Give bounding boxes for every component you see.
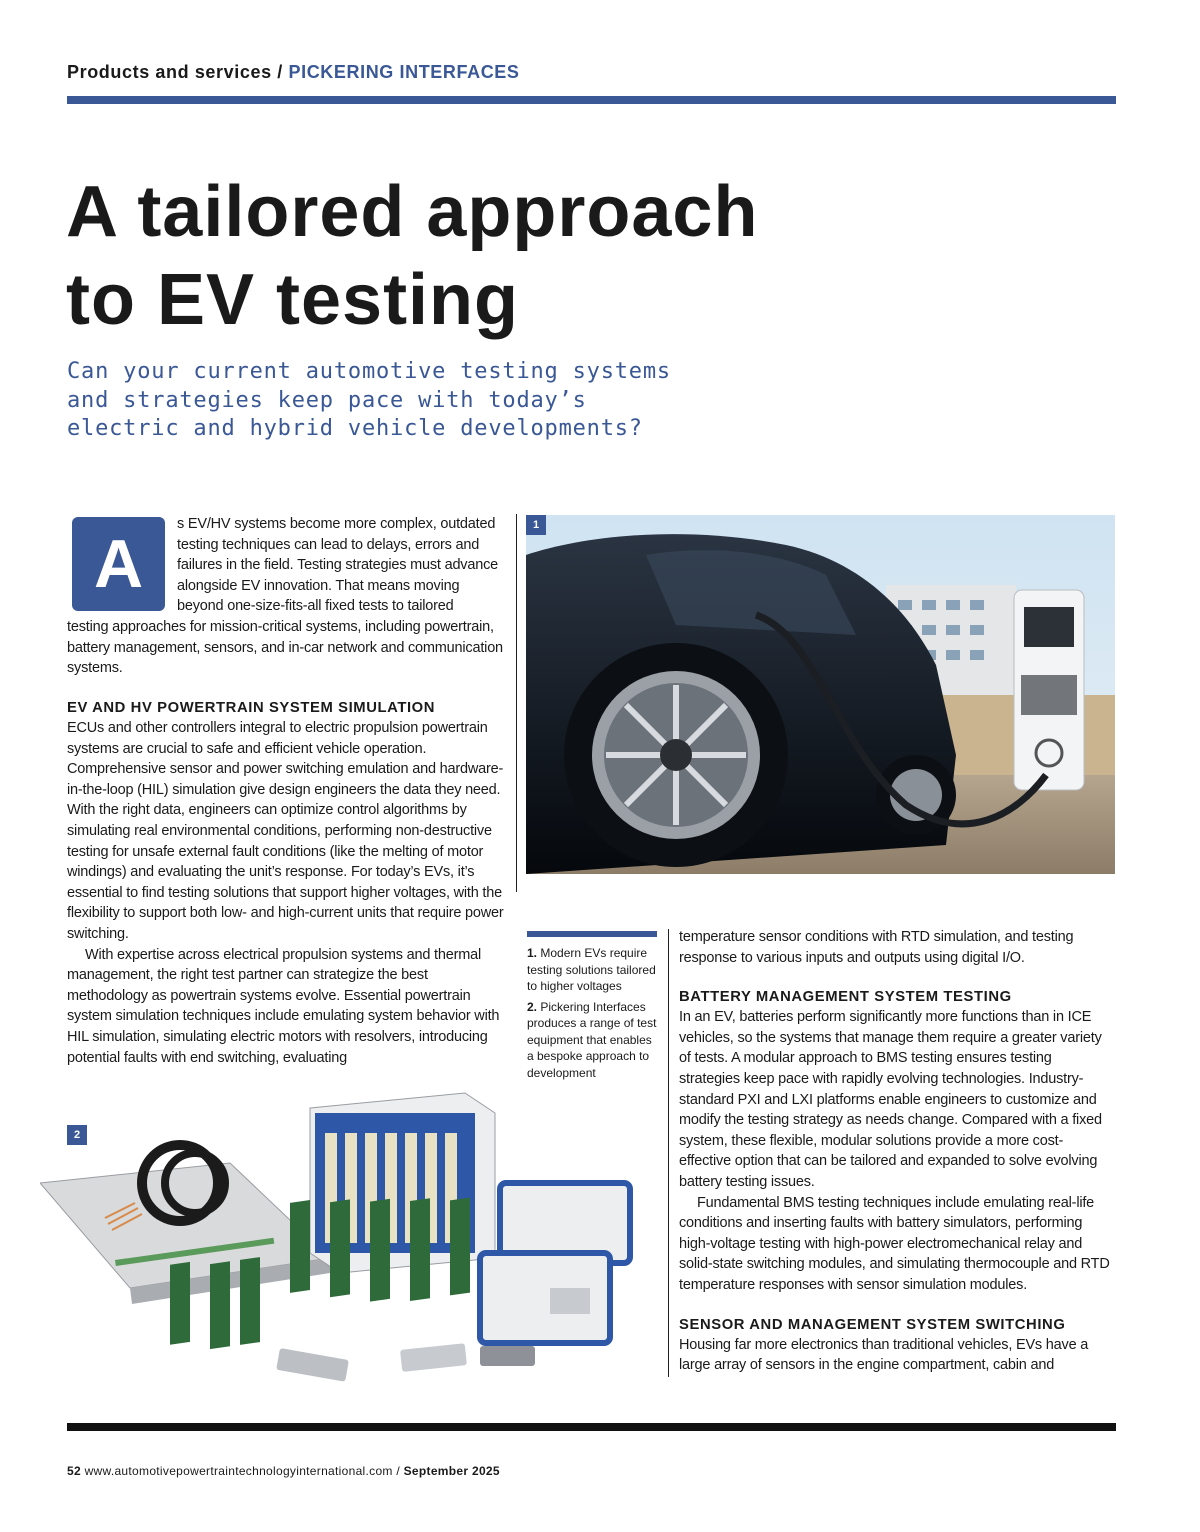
- footer-date: September 2025: [403, 1464, 500, 1478]
- standfirst: Can your current automotive testing systems and strategies keep pace with today’s electric and hybrid vehicle developments?: [67, 359, 671, 441]
- figure-1-badge: 1: [526, 515, 546, 535]
- footer-url: www.automotivepowertraintechnologyinternational.com /: [84, 1464, 400, 1478]
- company-label: PICKERING INTERFACES: [288, 62, 520, 82]
- powertrain-paragraph-1: ECUs and other controllers integral to electric propulsion powertrain systems are crucial to safe and efficient vehicle operation. Comprehensive sensor and power switching emulation and hardware-in-the-loop (HIL) simulation give design engineers the data they need. With the right data, engineers can optimize control algorithms by simulating real environmental conditions, performing non-destructive testing for unsafe external fault conditions (like the melting of motor windings) and evaluating the unit’s response. For today’s EVs, it’s essential to find testing solutions that support higher voltages, with the flexibility to support both low- and high-current units that require power switching.: [67, 720, 504, 942]
- battery-paragraph-2: Fundamental BMS testing techniques include emulating real-life conditions and inserting faults with battery simulators, performing high-voltage testing with high-power electromechanical relay and solid-state switching modules, and simulating thermocouple and RTD temperature responses with sensor simulation modules.: [679, 1194, 1110, 1293]
- top-rule: [67, 96, 1116, 104]
- caption-2-text: Pickering Interfaces produces a range of test equipment that enables a bespoke approach to development: [527, 999, 657, 1080]
- intro-lead-text: s EV/HV systems become more complex, outdated testing techniques can lead to delays, errors and failures in the field. Testing strategies must advance alongside EV innovation. That means moving beyond one-size-fits-all fixed tests to tailored: [177, 516, 499, 615]
- headline-line-2: to EV testing: [66, 260, 520, 340]
- page-footer: [67, 1464, 500, 1478]
- headline: [66, 168, 966, 344]
- caption-1-number: 1.: [527, 946, 538, 960]
- figure-2-badge: 2: [67, 1125, 87, 1145]
- right-column: [679, 927, 1115, 1376]
- powertrain-heading: EV AND HV POWERTRAIN SYSTEM SIMULATION: [67, 700, 436, 716]
- sensor-heading: SENSOR AND MANAGEMENT SYSTEM SWITCHING: [679, 1316, 1066, 1333]
- powertrain-paragraph-2: With expertise across electrical propulsion systems and thermal management, the right test partner can strategize the best methodology as powertrain systems evolve. Essential powertrain system simulation techniques include emulating system behavior with HIL simulation, simulating electric motors with resolvers, introducing potential faults with end switching, evaluating: [67, 946, 500, 1066]
- sensor-paragraph-1: Housing far more electronics than traditional vehicles, EVs have a large array of sensors in the engine compartment, cabin and: [679, 1336, 1089, 1374]
- section-header: [67, 62, 520, 83]
- intro-lead: [177, 514, 507, 617]
- test-equipment-photo: [40, 1088, 662, 1398]
- caption-1-text: Modern EVs require testing solutions tailored to higher voltages: [527, 946, 656, 993]
- battery-paragraph-1: In an EV, batteries perform significantly more functions than in ICE vehicles, so the systems that manage them require a greater variety of tests. A modular approach to BMS testing ensures testing strategies keep pace with rapidly evolving technologies. Industry-standard PXI and LXI platforms enable engineers to customize and modify the testing strategy as needs change. Compared with a fixed system, these flexible, modular solutions provide a more cost-effective option that can be tailored and expanded to solve evolving battery testing issues.: [679, 1009, 1102, 1190]
- caption-1: [527, 945, 661, 995]
- headline-line-1: A tailored approach: [66, 172, 759, 252]
- bottom-rule: [67, 1423, 1116, 1431]
- drop-cap: A: [72, 517, 165, 611]
- test-equipment-illustration: [40, 1088, 662, 1398]
- section-label: Products and services /: [67, 62, 283, 82]
- column-divider: [516, 514, 517, 892]
- intro-continuation-text: testing approaches for mission-critical systems, including powertrain, battery management, sensors, and in-car network and communication systems.: [67, 619, 503, 677]
- caption-rule: [527, 931, 657, 937]
- battery-heading: BATTERY MANAGEMENT SYSTEM TESTING: [679, 989, 1012, 1006]
- right-column-divider: [668, 929, 669, 1377]
- intro-continuation: [67, 617, 507, 679]
- figure-captions: [527, 945, 661, 1085]
- powertrain-section: [67, 698, 507, 1068]
- ev-charging-illustration: [526, 515, 1115, 874]
- ev-charging-photo: [526, 515, 1115, 874]
- caption-2-number: 2.: [527, 999, 538, 1014]
- caption-2: [527, 999, 661, 1082]
- page-number: 52: [67, 1464, 81, 1478]
- powertrain-paragraph-3: temperature sensor conditions with RTD simulation, and testing response to various inputs and outputs using digital I/O.: [679, 929, 1074, 966]
